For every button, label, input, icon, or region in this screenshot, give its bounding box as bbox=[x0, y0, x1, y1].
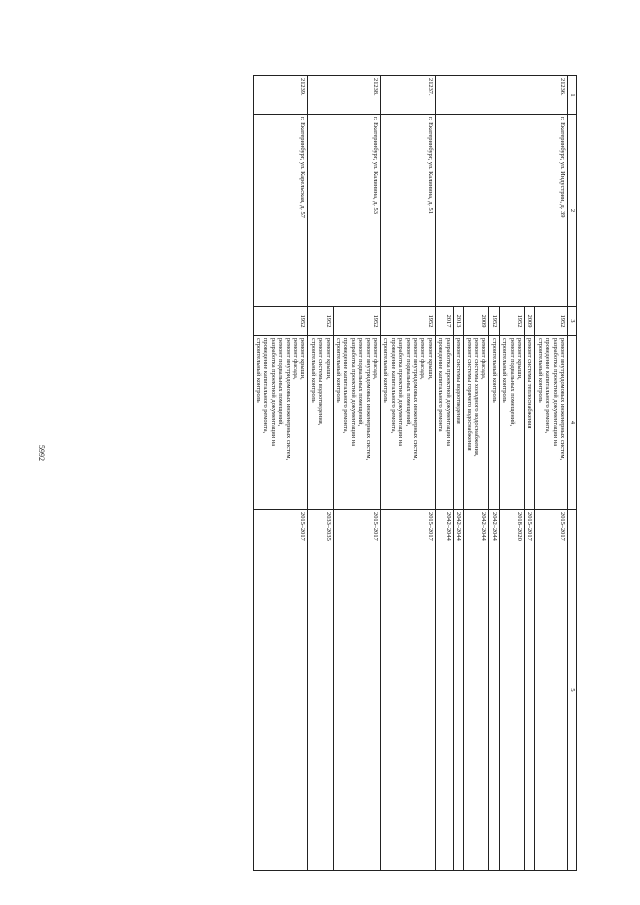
work-item: ремонт системы теплоснабжения bbox=[526, 338, 534, 429]
works-list bbox=[435, 336, 453, 510]
document-table-rotated bbox=[87, 75, 577, 845]
work-item: ремонт фасада, bbox=[480, 338, 488, 380]
build-year: 1952 bbox=[308, 307, 333, 336]
column-header-5: 5 bbox=[568, 510, 577, 871]
works-list bbox=[381, 336, 436, 510]
repair-period: 2015–2017 bbox=[381, 510, 436, 871]
repair-period: 2042–2044 bbox=[464, 510, 489, 871]
work-item: ремонт крыши, bbox=[299, 338, 307, 380]
table-row bbox=[381, 76, 436, 871]
works-list bbox=[464, 336, 489, 510]
repair-period: 2015–2017 bbox=[524, 510, 534, 871]
work-item: строительный контроль bbox=[501, 338, 509, 403]
works-list bbox=[535, 336, 568, 510]
work-item: ремонт фасада, bbox=[419, 338, 427, 380]
table-row bbox=[535, 76, 568, 871]
work-item: строительный контроль bbox=[254, 338, 262, 403]
work-item: ремонт внутридомовых инженерных систем, bbox=[364, 338, 372, 461]
works-list bbox=[453, 336, 463, 510]
build-year: 1952 bbox=[253, 307, 308, 336]
build-year: 2009 bbox=[524, 307, 534, 336]
work-item: строительный контроль bbox=[309, 338, 317, 403]
work-item: ремонт крыши, bbox=[515, 338, 523, 380]
work-item: проведение капитального ремонта, bbox=[544, 338, 552, 434]
record-number: 21238. bbox=[308, 76, 381, 115]
work-item: разработка проектной документации на bbox=[349, 338, 357, 447]
work-item: строительный контроль bbox=[536, 338, 544, 403]
work-item: проведение капитального ремонта bbox=[437, 338, 445, 432]
column-header-row bbox=[568, 76, 577, 871]
repair-period: 2018–2020 bbox=[499, 510, 524, 871]
works-list bbox=[253, 336, 308, 510]
build-year: 2009 bbox=[464, 307, 489, 336]
work-item: ремонт внутридомовых инженерных систем, bbox=[412, 338, 420, 461]
works-list bbox=[524, 336, 534, 510]
repair-period: 2015–2017 bbox=[333, 510, 380, 871]
work-item: проведение капитального ремонта, bbox=[262, 338, 270, 434]
work-item: строительный контроль bbox=[335, 338, 343, 403]
build-year: 2017 bbox=[435, 307, 453, 336]
work-item: ремонт системы водоотведения, bbox=[317, 338, 325, 426]
work-item: разработка проектной документации на bbox=[444, 338, 452, 447]
works-list bbox=[308, 336, 333, 510]
repair-period: 2015–2017 bbox=[535, 510, 568, 871]
column-header-2: 2 bbox=[568, 115, 577, 307]
capital-repair-table bbox=[253, 75, 577, 871]
repair-period: 2042–2044 bbox=[435, 510, 453, 871]
works-list bbox=[489, 336, 499, 510]
repair-period: 2015–2017 bbox=[253, 510, 308, 871]
build-year: 1952 bbox=[499, 307, 524, 336]
record-address: г. Екатеринбург, ул. Карельская, д. 57 bbox=[253, 115, 308, 307]
work-item: ремонт фасада, bbox=[372, 338, 380, 380]
table-body bbox=[253, 76, 567, 871]
work-item: разработка проектной документации на bbox=[551, 338, 559, 447]
work-item: ремонт фасада, bbox=[292, 338, 299, 380]
work-item: ремонт крыши, bbox=[426, 338, 434, 380]
work-item: разработка проектной документации на bbox=[269, 338, 277, 447]
record-address: г. Екатеринбург, ул. Индустрии, д. 39 bbox=[435, 115, 567, 307]
build-year: 1952 bbox=[535, 307, 568, 336]
record-address: г. Екатеринбург, ул. Калинина, д. 51 bbox=[381, 115, 436, 307]
record-address: г. Екатеринбург, ул. Калинина, д. 53 bbox=[308, 115, 381, 307]
work-item: ремонт крыши, bbox=[324, 338, 332, 380]
build-year: 1952 bbox=[333, 307, 380, 336]
repair-period: 2042–2044 bbox=[453, 510, 463, 871]
work-item: разработка проектной документации на bbox=[397, 338, 405, 447]
repair-period: 2042–2044 bbox=[489, 510, 499, 871]
record-number: 21239. bbox=[253, 76, 308, 115]
works-list bbox=[333, 336, 380, 510]
build-year: 1952 bbox=[489, 307, 499, 336]
work-item: ремонт подвальных помещений, bbox=[277, 338, 285, 427]
work-item: ремонт внутридомовых инженерных систем, bbox=[284, 338, 292, 461]
repair-period: 2033–2035 bbox=[308, 510, 333, 871]
work-item: проведение капитального ремонта, bbox=[389, 338, 397, 434]
work-item: ремонт подвальных помещений, bbox=[357, 338, 365, 427]
works-list bbox=[499, 336, 524, 510]
work-item: строительный контроль bbox=[490, 338, 498, 403]
work-item: ремонт системы водоотведения bbox=[455, 338, 463, 424]
work-item: ремонт системы холодного водоснабжения, bbox=[472, 338, 480, 457]
column-header-4: 4 bbox=[568, 336, 577, 510]
build-year: 2013 bbox=[453, 307, 463, 336]
build-year: 1952 bbox=[381, 307, 436, 336]
work-item: строительный контроль bbox=[382, 338, 390, 403]
record-number: 21236. bbox=[435, 76, 567, 115]
table-row bbox=[253, 76, 308, 871]
column-header-3: 3 bbox=[568, 307, 577, 336]
work-item: ремонт подвальных помещений, bbox=[404, 338, 412, 427]
work-item: ремонт внутридомовых инженерных систем, bbox=[559, 338, 566, 461]
table-row bbox=[333, 76, 380, 871]
column-header-1: 1 bbox=[568, 76, 577, 115]
record-number: 21237. bbox=[381, 76, 436, 115]
work-item: ремонт системы горячего водоснабжения bbox=[465, 338, 473, 451]
page-number: 5992 bbox=[37, 445, 46, 461]
work-item: проведение капитального ремонта, bbox=[342, 338, 350, 434]
work-item: ремонт подвальных помещений, bbox=[508, 338, 516, 427]
